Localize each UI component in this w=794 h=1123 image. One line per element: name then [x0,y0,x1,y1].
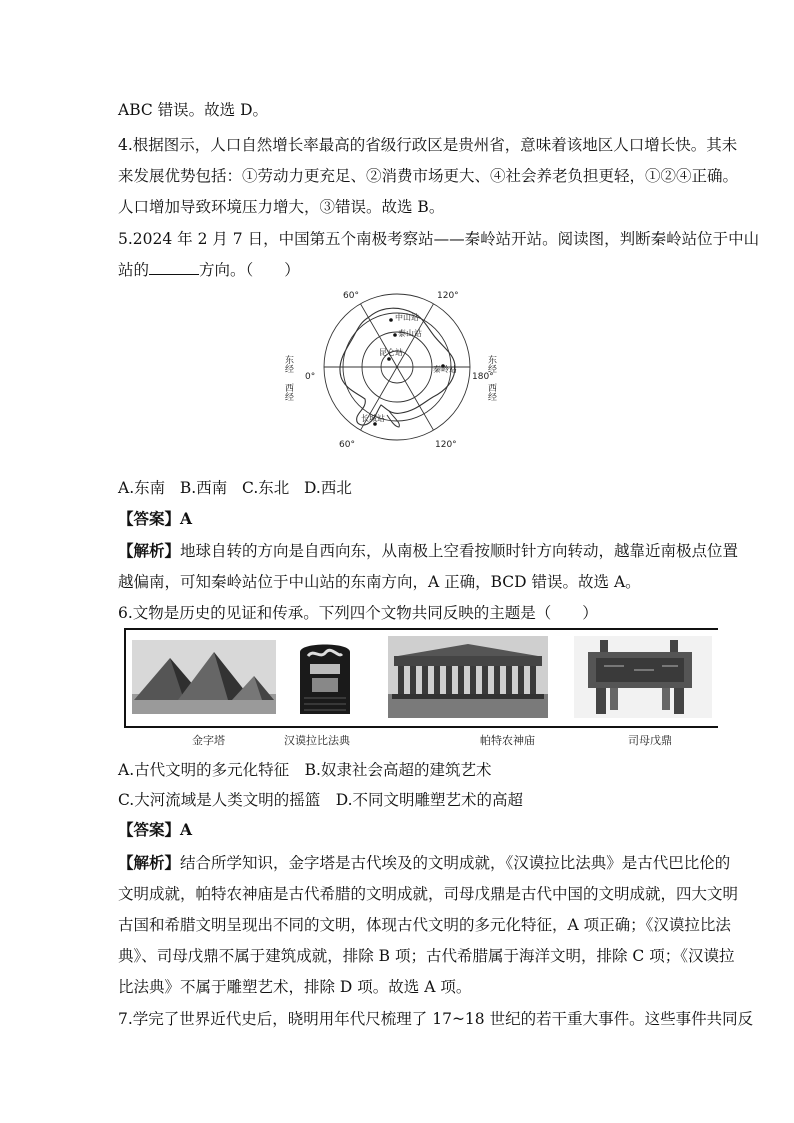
station-label-zhongshan: 中山站 [395,313,419,322]
analysis-line: 越偏南，可知秦岭站位于中山站的东南方向，A 正确，BCD 错误。故选 A。 [118,573,641,591]
longitude-label: 120° [435,440,457,450]
hemisphere-label: 东经 [486,355,496,373]
text-line: 人口增加导致环境压力增大，③错误。故选 B。 [118,198,445,216]
antarctica-map [285,285,505,450]
analysis-line: 古国和希腊文明呈现出不同的文明，体现古代文明的多元化特征，A 项正确；《汉谟拉比法 [118,916,731,934]
analysis-line: 典》、司母戊鼎不属于建筑成就，排除 B 项；古代希腊属于海洋文明，排除 C 项；《汉谟拉 [118,947,735,965]
hammurabi-code-image [290,638,360,718]
analysis-text: 地球自转的方向是自西向东，从南极上空看按顺时针方向转动，越靠近南极点位置 [180,542,739,560]
station-label-taishan: 泰山站 [398,329,422,338]
analysis-text: 结合所学知识，金字塔是古代埃及的文明成就，《汉谟拉比法典》是古代巴比伦的 [180,854,731,872]
question-5-stem-cont [118,260,300,280]
text-line: ABC 错误。故选 D。 [118,101,269,119]
question-6-stem: 6.文物是历史的见证和传承。下列四个文物共同反映的主题是（ ） [118,604,598,622]
answer-label: 【答案】A [118,820,193,839]
station-label-qinling: 秦岭站 [433,365,457,374]
longitude-label: 60° [339,440,355,450]
parthenon-image [388,636,548,718]
option-c: C.东北 [242,479,290,497]
station-marker [393,333,397,337]
station-label-changcheng: 长城站 [361,414,385,423]
text-line: 4.根据图示，人口自然增长率最高的省级行政区是贵州省，意味着该地区人口增长快。其未 [118,136,738,154]
analysis-line: 文明成就，帕特农神庙是古代希腊的文明成就，司母戊鼎是古代中国的文明成就，四大文明 [118,885,739,903]
analysis-label: 【解析】 [118,541,181,560]
station-marker [387,357,391,361]
station-marker [389,318,393,322]
caption-ding: 司母戊鼎 [628,734,672,747]
option-b: B.西南 [179,479,228,497]
stem-text: 方向。（ ） [199,261,300,279]
analysis-label: 【解析】 [118,853,181,872]
artifact-image-strip [124,628,718,728]
option-d: D.西北 [304,479,352,497]
question-7-stem: 7.学完了世界近代史后，晓明用年代尺梳理了 17~18 世纪的若干重大事件。这些事件共同反 [118,1010,754,1028]
analysis-line: 比法典》不属于雕塑艺术，排除 D 项。故选 A 项。 [118,978,472,996]
caption-pyramid: 金字塔 [192,734,225,747]
longitude-label: 180° [472,372,494,382]
hemisphere-label: 东经 [283,355,293,373]
analysis-line [118,853,730,873]
question-5-options [118,478,352,498]
strip-edge-mark [670,626,718,636]
analysis-line [118,541,738,561]
caption-parthenon: 帕特农神庙 [480,734,535,747]
longitude-label: 0° [305,372,316,382]
longitude-label: 60° [343,291,359,301]
station-label-kunlun: 昆仑站 [379,348,403,357]
simuwu-ding-image [574,636,712,718]
text-line: 来发展优势包括：①劳动力更充足、②消费市场更大、④社会养老负担更轻，①②④正确。 [118,167,739,185]
question-6-options: C.大河流域是人类文明的摇篮 D.不同文明雕塑艺术的高超 [118,791,524,809]
caption-hammurabi: 汉谟拉比法典 [284,734,350,747]
hemisphere-label: 西经 [486,383,496,401]
pyramid-image [132,640,276,714]
answer-label: 【答案】A [118,509,193,528]
question-5-stem: 5.2024 年 2 月 7 日，中国第五个南极考察站——秦岭站开站。阅读图，判断秦岭站位于中山 [118,230,760,248]
longitude-label: 120° [437,291,459,301]
stem-text: 站的 [118,261,150,279]
hemisphere-label: 西经 [283,383,293,401]
answer-blank [149,260,199,275]
question-6-options: A.古代文明的多元化特征 B.奴隶社会高超的建筑艺术 [118,761,492,779]
option-a: A.东南 [118,479,166,497]
